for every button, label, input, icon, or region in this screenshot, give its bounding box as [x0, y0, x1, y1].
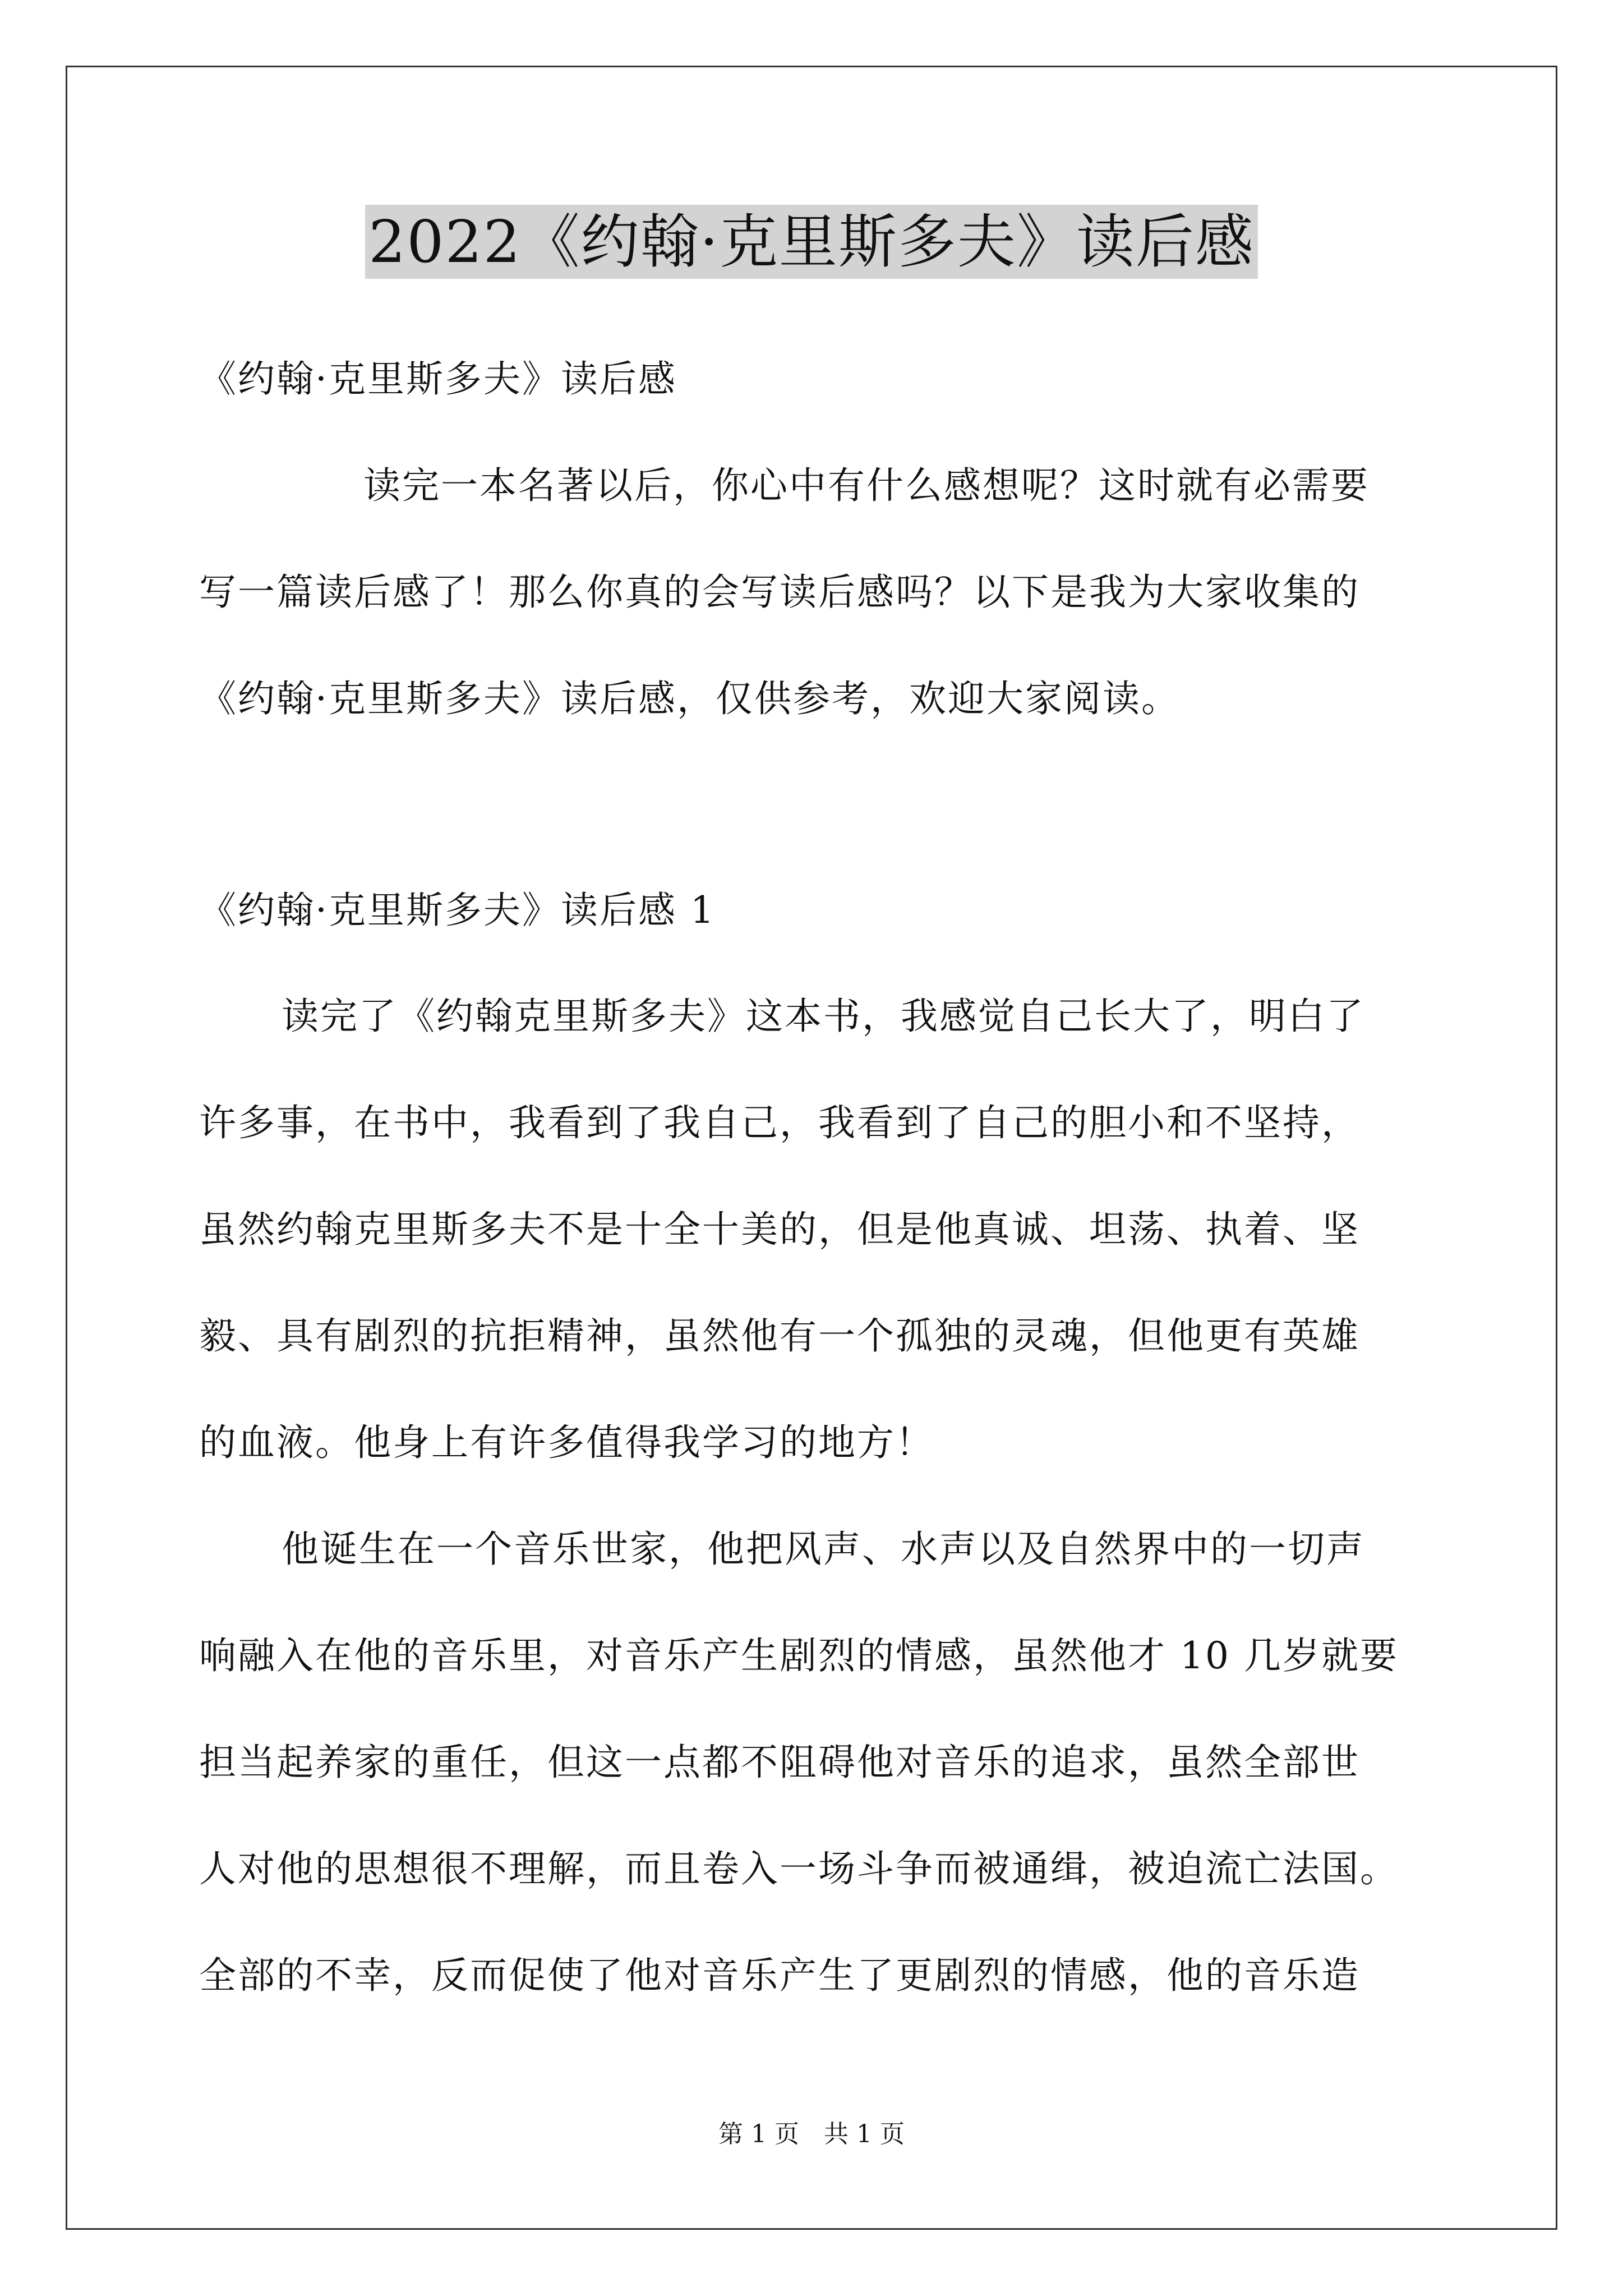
- page-footer: 第 1 页 共 1 页: [718, 2120, 905, 2148]
- para2-line-4: 人对他的思想很不理解，而且卷入一场斗争而被通缉，被迫流亡法国。: [199, 1847, 1399, 1890]
- para2-line-3: 担当起养家的重任，但这一点都不阻碍他对音乐的追求，虽然全部世: [199, 1741, 1360, 1784]
- title-container: [0, 205, 1623, 279]
- document-title: 2022《约翰·克里斯多夫》读后感: [365, 205, 1258, 279]
- para1-line-4: 毅、具有剧烈的抗拒精神，虽然他有一个孤独的灵魂，但他更有英雄: [199, 1314, 1360, 1358]
- section-heading: 《约翰·克里斯多夫》读后感 1: [199, 889, 716, 932]
- intro-line-3: 《约翰·克里斯多夫》读后感，仅供参考，欢迎大家阅读。: [199, 677, 1180, 720]
- para1-line-2: 许多事，在书中，我看到了我自己，我看到了自己的胆小和不坚持，: [199, 1101, 1360, 1144]
- para1-line-5: 的血液。他身上有许多值得我学习的地方！: [199, 1421, 934, 1464]
- document-subtitle: 《约翰·克里斯多夫》读后感: [199, 357, 677, 401]
- para2-line-1: 他诞生在一个音乐世家，他把风声、水声以及自然界中的一切声: [282, 1527, 1365, 1571]
- para1-line-3: 虽然约翰克里斯多夫不是十全十美的，但是他真诚、坦荡、执着、坚: [199, 1208, 1360, 1251]
- intro-line-1: 读完一本名著以后，你心中有什么感想呢？这时就有必需要: [363, 464, 1370, 507]
- para2-line-2: 响融入在他的音乐里，对音乐产生剧烈的情感，虽然他才 10 几岁就要: [199, 1634, 1399, 1677]
- intro-line-2: 写一篇读后感了！那么你真的会写读后感吗？以下是我为大家收集的: [199, 570, 1360, 614]
- para1-line-1: 读完了《约翰克里斯多夫》这本书，我感觉自己长大了，明白了: [282, 995, 1365, 1038]
- para2-line-5: 全部的不幸，反而促使了他对音乐产生了更剧烈的情感，他的音乐造: [199, 1954, 1360, 1997]
